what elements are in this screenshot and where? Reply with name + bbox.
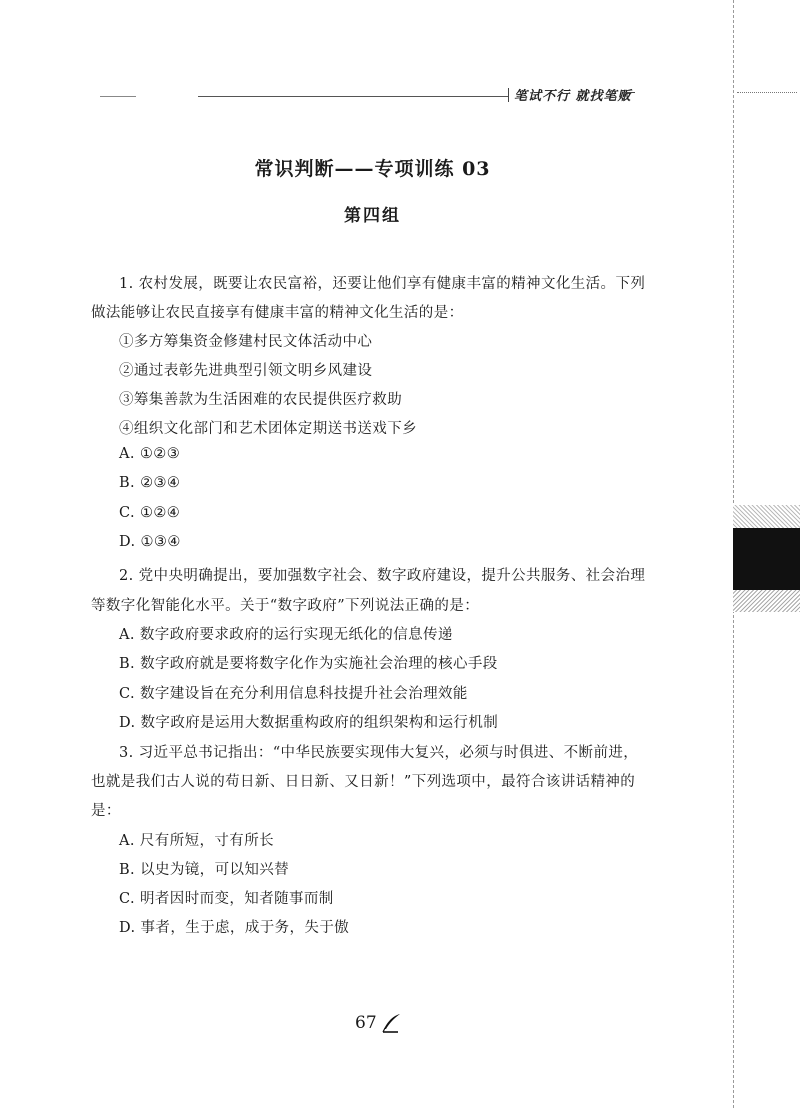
question-3-option-b: B. 以史为镜，可以知兴替 [119, 862, 290, 878]
question-1-option-d: D. ①③④ [119, 534, 181, 550]
header-rule-left [100, 96, 136, 97]
scan-noise-bottom [733, 590, 800, 612]
question-1-option-b: B. ②③④ [119, 475, 181, 491]
question-2-stem-line-2: 等数字化智能化水平。关于“数字政府”下列说法正确的是： [91, 598, 480, 614]
question-2-option-b: B. 数字政府就是要将数字化作为实施社会治理的核心手段 [119, 656, 498, 672]
question-1-item: ③筹集善款为生活困难的农民提供医疗救助 [119, 392, 403, 408]
scan-shadow [733, 528, 800, 590]
question-3-stem-line-2: 也就是我们古人说的苟日新、日日新、又日新！”下列选项中，最符合该讲话精神的 [91, 774, 636, 790]
question-1-stem-line-2: 做法能够让农民直接享有健康丰富的精神文化生活的是： [91, 305, 464, 321]
scan-noise-top [733, 505, 800, 529]
question-1-option-c: C. ①②④ [119, 505, 181, 521]
question-1-item: ②通过表彰先进典型引领文明乡风建设 [119, 363, 373, 379]
question-3-stem-line-3: 是： [91, 803, 121, 819]
header-rule [198, 96, 508, 97]
section-subtitle: 第四组 [344, 206, 401, 226]
question-2-option-c: C. 数字建设旨在充分利用信息科技提升社会治理效能 [119, 686, 468, 702]
question-3-option-c: C. 明者因时而变，知者随事而制 [119, 891, 334, 907]
question-1-stem-line-1: 1. 农村发展，既要让农民富裕，还要让他们享有健康丰富的精神文化生活。下列 [119, 276, 646, 292]
question-3-stem-line-1: 3. 习近平总书记指出：“中华民族要实现伟大复兴，必须与时俱进、不断前进， [119, 745, 639, 761]
question-3-option-a: A. 尺有所短，寸有所长 [119, 833, 274, 849]
header-corner-mark [624, 92, 635, 101]
page-number: 67 [355, 1013, 377, 1033]
header-divider [508, 88, 509, 102]
question-3-option-d: D. 事者，生于虑，成于务，失于傲 [119, 920, 350, 936]
question-2-option-d: D. 数字政府是运用大数据重构政府的组织架构和运行机制 [119, 715, 499, 731]
page-title: 常识判断——专项训练 03 [254, 158, 491, 180]
question-1-item: ④组织文化部门和艺术团体定期送书送戏下乡 [119, 421, 417, 437]
question-1-option-a: A. ①②③ [119, 446, 181, 462]
question-2-stem-line-1: 2. 党中央明确提出，要加强数字社会、数字政府建设，提升公共服务、社会治理 [119, 568, 646, 584]
question-2-option-a: A. 数字政府要求政府的运行实现无纸化的信息传递 [119, 627, 453, 643]
quill-pen-icon [380, 1012, 402, 1034]
edge-header-trace [737, 92, 797, 93]
header-slogan: 笔试不行 就找笔贩 [514, 89, 632, 104]
question-1-item: ①多方筹集资金修建村民文体活动中心 [119, 334, 373, 350]
